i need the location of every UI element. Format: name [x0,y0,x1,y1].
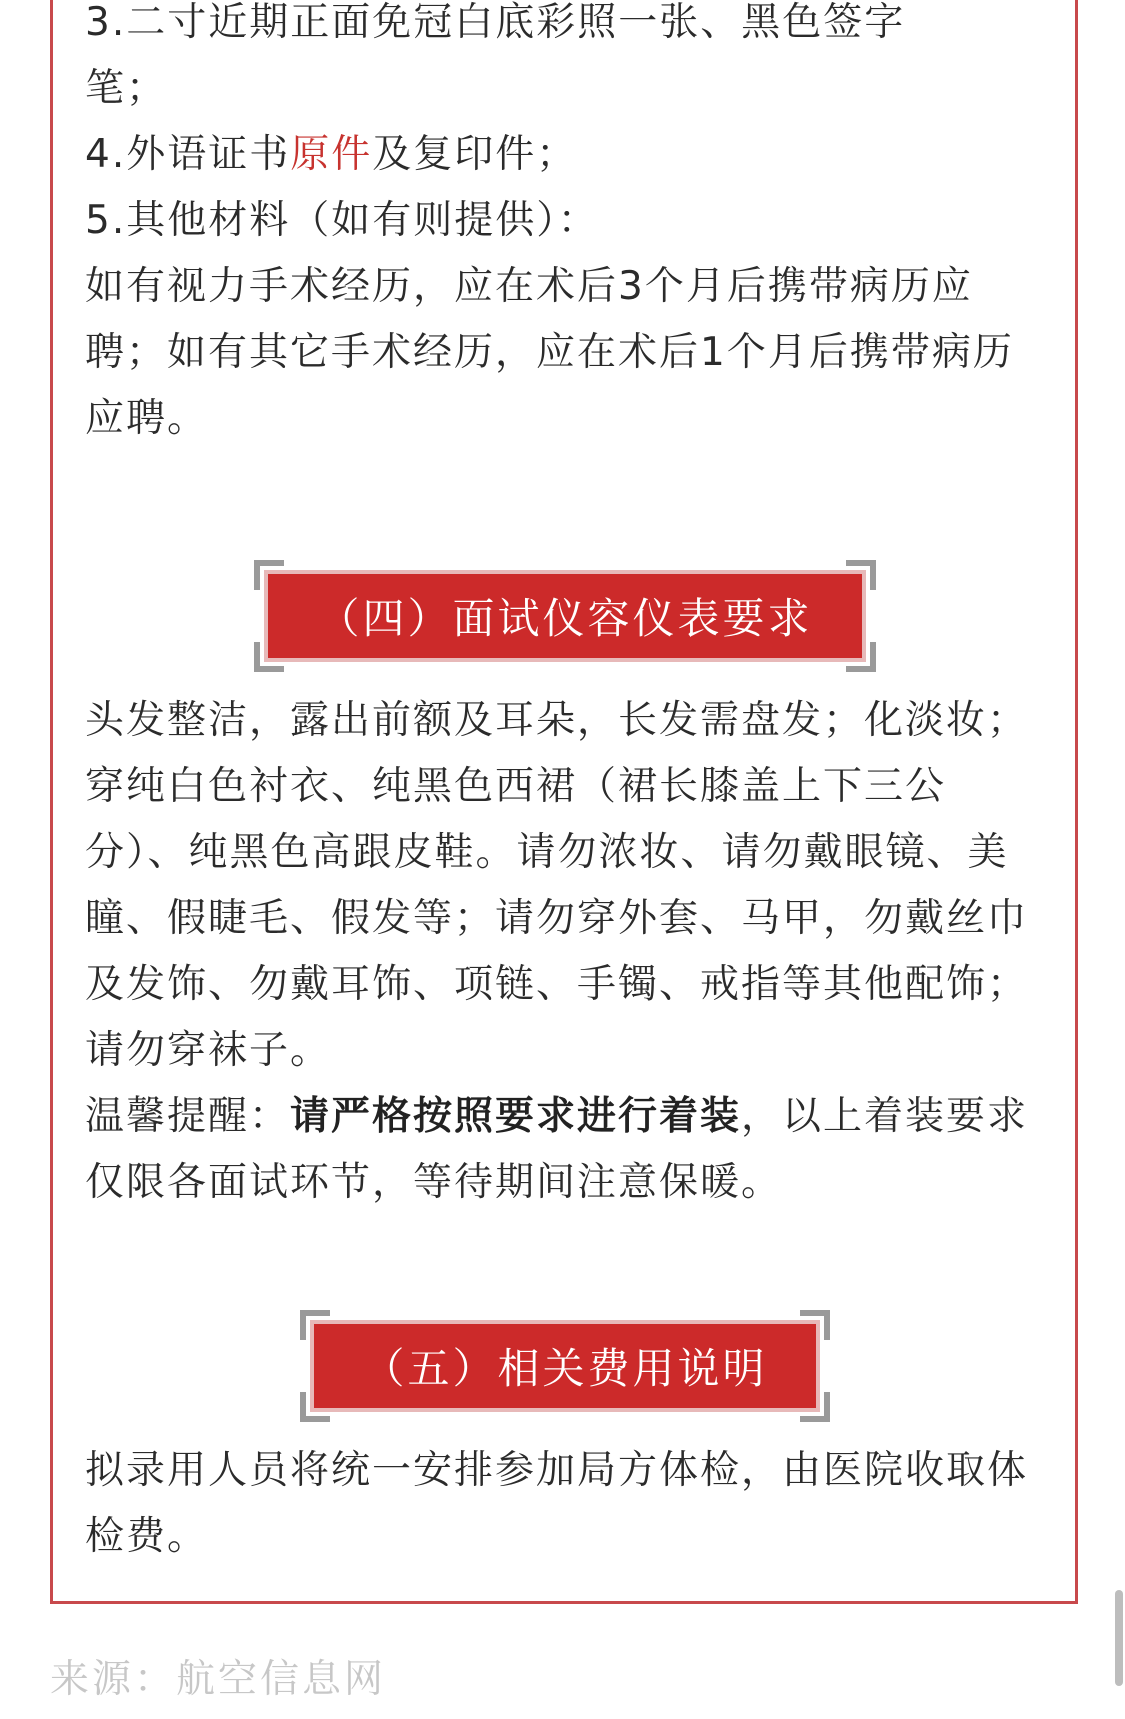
reminder-rest: ，以上着装要求仅限各面试环节，等待期间注意保暖。 [85,1094,1029,1205]
section5-title: （五）相关费用说明 [310,1320,820,1412]
section4-body: 头发整洁，露出前额及耳朵，长发需盘发；化淡妆；穿纯白色衬衣、纯黑色西裙（裙长膝盖上下三公分）、纯黑色高跟皮鞋。请勿浓妆、请勿戴眼镜、美瞳、假睫毛、假发等；请勿穿外套、马甲，勿戴丝巾及发饰、勿戴耳饰、项链、手镯、戒指等其他配饰；请勿穿袜子。 [85,698,1029,1073]
surgery-note: 如有视力手术经历，应在术后3个月后携带病历应聘；如有其它手术经历，应在术后1个月后携带病历应聘。 [85,264,1014,441]
material-item-4-suffix: 及复印件； [372,132,578,177]
section5-header [300,1310,830,1422]
material-item-3-line1: 3.二寸近期正面免冠白底彩照一张、黑色签字 [85,0,906,45]
reminder-label: 温馨提醒： [85,1094,291,1139]
material-item-3-line2: 笔； [85,66,168,111]
section4-reminder [85,1084,1046,1216]
material-item-5: 5.其他材料（如有则提供）： [85,198,599,243]
scrollbar[interactable] [1115,1590,1123,1686]
section4-header [254,560,876,672]
source-credit: 来源：航空信息网 [50,1657,387,1702]
section5-body: 拟录用人员将统一安排参加局方体检，由医院收取体检费。 [85,1448,1029,1559]
original-highlight: 原件 [290,132,373,177]
reminder-bold: 请严格按照要求进行着装 [290,1094,742,1139]
material-item-3 [85,0,1046,122]
section4-title: （四）面试仪容仪表要求 [264,570,866,662]
material-item-4-prefix: 4.外语证书 [85,132,291,177]
material-item-4 [85,122,1046,188]
